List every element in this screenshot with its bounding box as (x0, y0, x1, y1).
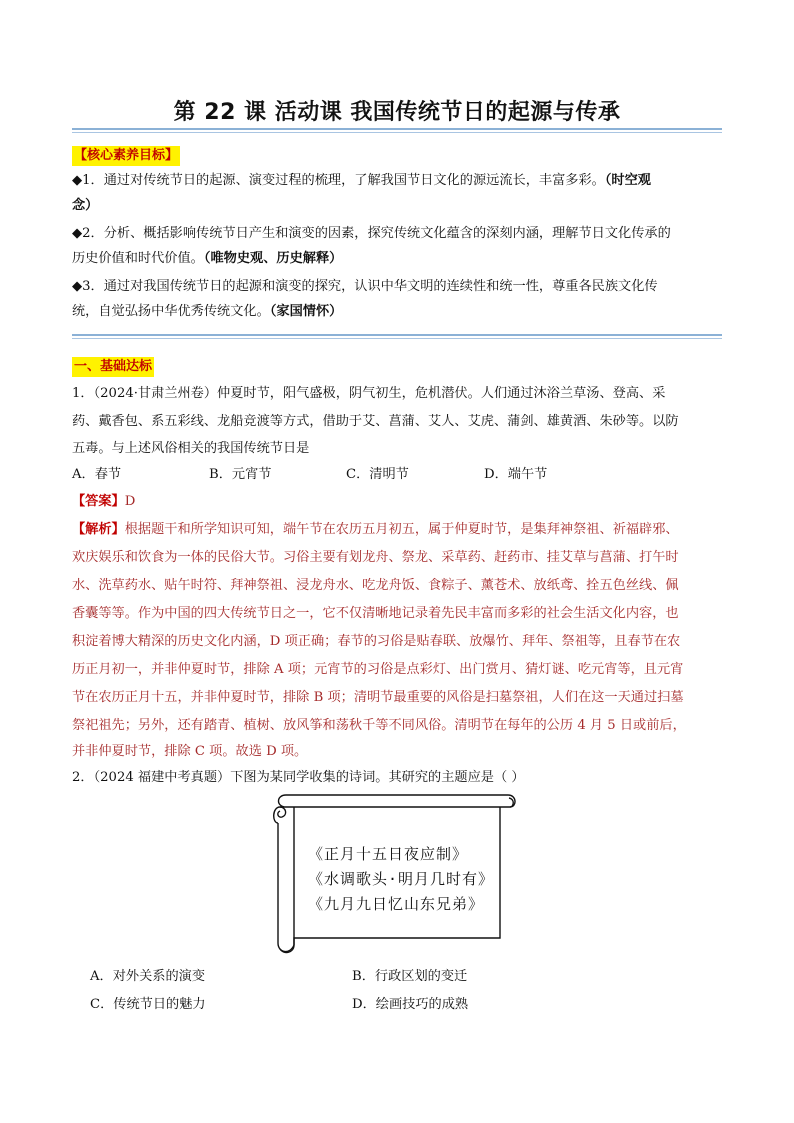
q1-option-a: A．春节 (72, 467, 122, 482)
q1-line-1: 1．（2024·甘肃兰州卷）仲夏时节，阳气盛极，阴气初生，危机潜伏。人们通过沐浴兰草汤、登高、采 (72, 386, 666, 401)
q1-line-2: 药、戴香包、系五彩线、龙船竞渡等方式，借助于艾、菖蒲、艾人、艾虎、蒲剑、雄黄酒、朱砂等。以防 (72, 414, 679, 429)
goal-1-note: （时空观 (604, 173, 651, 188)
goal-3-line-2 (72, 303, 722, 321)
poem-title-2: 《水调歌头·明月几时有》 (308, 870, 495, 888)
q1-analysis-line-2: 欢庆娱乐和饮食为一体的民俗大节。习俗主要有划龙舟、祭龙、采草药、赶药市、挂艾草与菖蒲、打午时 (72, 550, 679, 565)
analysis-label: 【解析】 (72, 522, 125, 537)
q2-option-b: B．行政区划的变迁 (352, 969, 468, 984)
answer-value: D (124, 494, 136, 509)
q1-analysis-line-4: 香囊等等。作为中国的四大传统节日之一，它不仅清晰地记录着先民丰富而多彩的社会生活文化内容，也 (72, 606, 679, 621)
q1-analysis-line-6: 历正月初一，并非仲夏时节，排除 A 项；元宵节的习俗是点彩灯、出门赏月、猜灯谜、吃元宵等，且元宵 (72, 662, 684, 677)
title-divider-thin (72, 132, 722, 133)
goal-1-text: ◆1．通过对传统节日的起源、演变过程的梳理，了解我国节日文化的源远流长，丰富多彩。 (72, 173, 605, 188)
poem-title-1: 《正月十五日夜应制》 (308, 845, 469, 863)
q1-option-c: C．清明节 (346, 467, 409, 482)
goal-1-line-2: 念） (72, 198, 99, 213)
goals-divider (72, 334, 722, 336)
q1-analysis-line-9: 并非仲夏时节，排除 C 项。故选 D 项。 (72, 744, 308, 759)
q2-option-a: A．对外关系的演变 (90, 969, 206, 984)
goal-2-line-1: ◆2．分析、概括影响传统节日产生和演变的因素，探究传统文化蕴含的深刻内涵，理解节日文化传承的 (72, 226, 671, 241)
q1-answer (72, 493, 722, 511)
q1-analysis-line-8: 祭祀祖先；另外，还有踏青、植树、放风筝和荡秋千等不同风俗。清明节在每年的公历 4 月 5 日或前后， (72, 718, 686, 733)
q1-analysis-line-5: 积淀着博大精深的历史文化内涵，D 项正确；春节的习俗是贴春联、放爆竹、拜年、祭祖等，且春节在农 (72, 634, 681, 649)
goal-1-line-1 (72, 172, 722, 190)
core-goals-tag: 【核心素养目标】 (72, 146, 180, 166)
title-divider (72, 128, 722, 130)
q1-option-b: B．元宵节 (209, 467, 272, 482)
goal-3-text: 统，自觉弘扬中华优秀传统文化。 (72, 304, 270, 319)
q2-option-d: D．绘画技巧的成熟 (352, 997, 469, 1012)
goals-divider-thin (72, 338, 722, 339)
q1-line-3: 五毒。与上述风俗相关的我国传统节日是 (72, 441, 310, 456)
q1-analysis-line-7: 节在农历正月十五，并非仲夏时节，排除 B 项；清明节最重要的风俗是扫墓祭祖，人们在这一天通过扫墓 (72, 690, 684, 705)
goal-2-line-2 (72, 250, 722, 268)
poem-title-3: 《九月九日忆山东兄弟》 (308, 895, 485, 913)
q1-analysis-line-3: 水、洗草药水、贴午时符、拜神祭祖、浸龙舟水、吃龙舟饭、食粽子、薰苍术、放纸鸢、拴五色丝线、佩 (72, 578, 679, 593)
goal-3-line-1: ◆3．通过对我国传统节日的起源和演变的探究，认识中华文明的连续性和统一性，尊重各民族文化传 (72, 279, 658, 294)
analysis-text: 根据题干和所学知识可知，端午节在农历五月初五，属于仲夏时节，是集拜神祭祖、祈福辟邪、 (124, 522, 679, 537)
q1-option-d: D．端午节 (484, 467, 548, 482)
q1-analysis-line-1 (72, 521, 722, 539)
q2-stem: 2．（2024 福建中考真题）下图为某同学收集的诗词。其研究的主题应是（ ） (72, 770, 525, 785)
q2-option-c: C．传统节日的魅力 (90, 997, 206, 1012)
page-title: 第 22 课 活动课 我国传统节日的起源与传承 (173, 100, 621, 125)
answer-label: 【答案】 (72, 494, 125, 509)
goal-3-note: （家国情怀） (269, 304, 343, 319)
goal-2-text: 历史价值和时代价值。 (72, 251, 204, 266)
section-1-tag: 一、基础达标 (72, 357, 154, 377)
goal-2-note: （唯物史观、历史解释） (203, 251, 343, 266)
